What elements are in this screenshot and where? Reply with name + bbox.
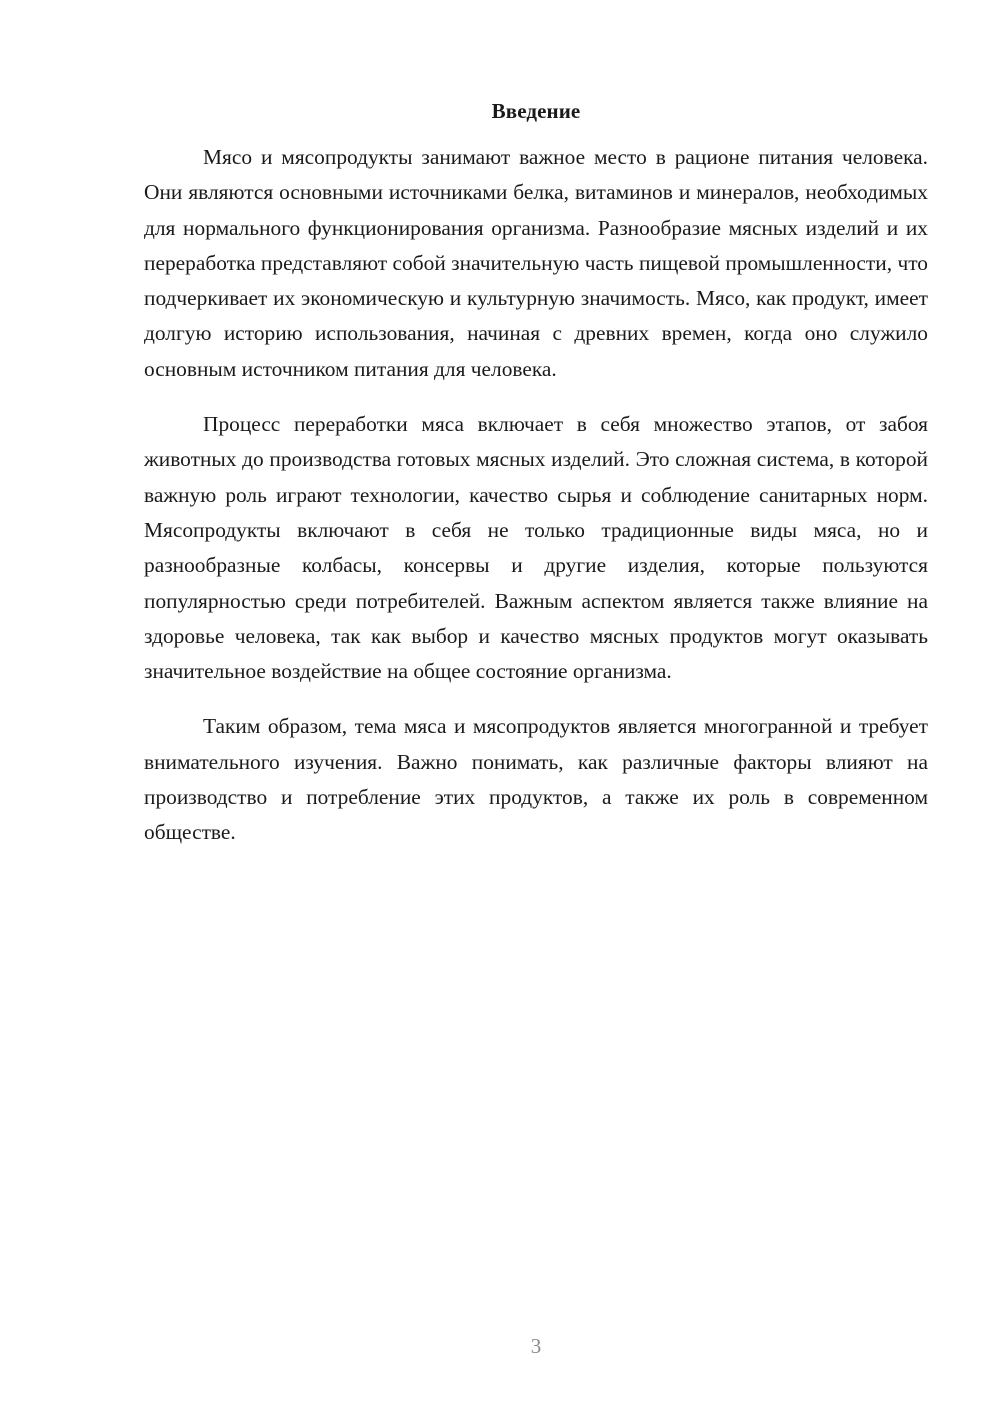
section-title: Введение xyxy=(491,99,581,123)
page-content xyxy=(144,96,928,871)
paragraph-1: Мясо и мясопродукты занимают важное место в рационе питания человека. Они являются основными источниками белка, витаминов и минералов, необходимых для нормального функционирования организма. Разнообразие мясных изделий и их переработка представляют собой значительную часть пищевой промышленности, что подчеркивает их экономическую и культурную значимость. Мясо, как продукт, имеет долгую историю использования, начиная с древних времен, когда оно служило основным источником питания для человека. xyxy=(144,145,928,381)
page-number: 3 xyxy=(530,1334,542,1358)
paragraph-3: Таким образом, тема мяса и мясопродуктов является многогранной и требует внимательного изучения. Важно понимать, как различные факторы влияют на производство и потребление этих продуктов, а также их роль в современном обществе. xyxy=(144,714,928,845)
paragraph-2: Процесс переработки мяса включает в себя множество этапов, от забоя животных до производства готовых мясных изделий. Это сложная система, в которой важную роль играют технологии, качество сырья и соблюдение санитарных норм. Мясопродукты включают в себя не только традиционные виды мяса, но и разнообразные колбасы, консервы и другие изделия, которые пользуются популярностью среди потребителей. Важным аспектом является также влияние на здоровье человека, так как выбор и качество мясных продуктов могут оказывать значительное воздействие на общее состояние организма. xyxy=(144,412,928,684)
